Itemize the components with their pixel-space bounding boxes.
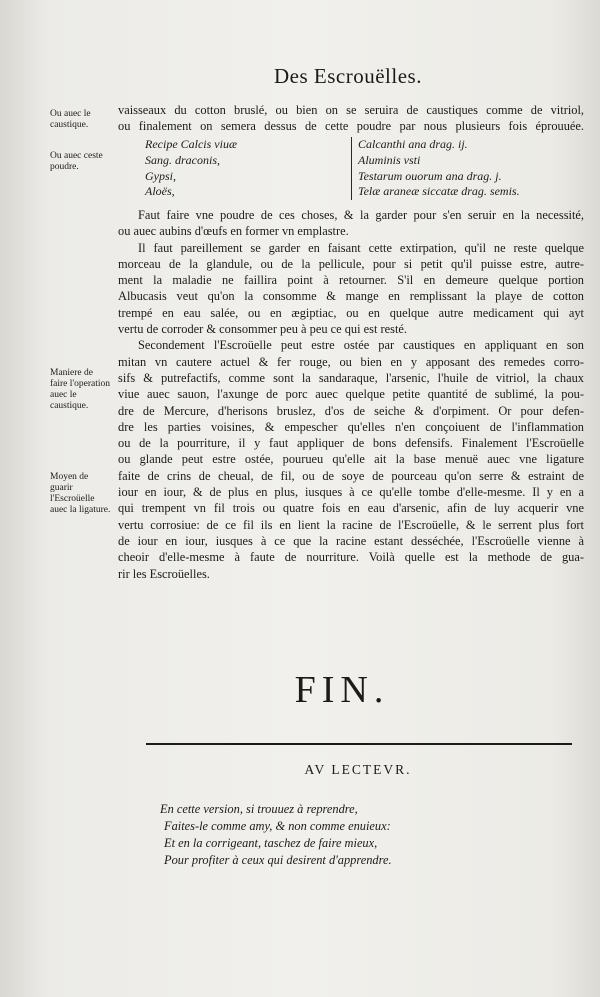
margin-note-caustique: Ou auec le caustique. [50, 109, 91, 130]
recipe-item: Testarum ouorum ana drag. j. [358, 168, 502, 183]
recipe-item: Calcanthi ana drag. ij. [358, 137, 468, 151]
poem-line: Et en la corrigeant, taschez de faire mieux, [164, 836, 378, 850]
recipe-item: Gypsi, [145, 168, 176, 183]
margin-note-operation: Maniere de faire l'operation auec le caustique. [50, 368, 111, 411]
text-line: dre de Mercure, d'herisons bruslez, d'os de seiche & d'orpiment. Or pour defen- [118, 403, 584, 418]
poem-line: En cette version, si trouuez à reprendre, [160, 802, 358, 816]
page-title: Des Escrouëlles. [274, 64, 422, 88]
text-line: vaisseaux du cotton bruslé, ou bien on se seruira de caustiques comme de vitriol, [118, 103, 584, 117]
text-line: vertu de corroder & consommer peu à peu ce qui est resté. [118, 322, 408, 337]
running-header [0, 64, 600, 89]
recipe-item: Aloës, [145, 184, 175, 199]
poem-block [160, 801, 580, 869]
recipe-left-column [145, 137, 345, 200]
recipe-right-column [351, 137, 568, 200]
recipe-item: Sang. draconis, [145, 152, 220, 167]
poem-line: Pour profiter à ceux qui desirent d'apprendre. [164, 853, 392, 867]
text-line: ou auec aubins d'œufs en former vn emplastre. [118, 224, 349, 239]
text-line: ou finalement on semera dessus de cette poudre par nous plusieurs fois éprouuée. [118, 119, 584, 134]
intro-text [118, 102, 584, 135]
text-line: mitan vn cautere actuel & fer rouge, ou bien en y apposant des remedes corro- [118, 354, 584, 369]
divider-rule [146, 743, 572, 745]
recipe-item: Aluminis vsti [358, 152, 421, 167]
margin-note-poudre: Ou auec ceste poudre. [50, 151, 103, 172]
text-line: rir les Escroüelles. [118, 566, 210, 581]
text-line: iour en iour, & de plus en plus, iusques à ce qu'elle tombe d'elle-mesme. Il y en a [118, 485, 584, 500]
recipe-item: Recipe Calcis viuæ [145, 137, 237, 151]
text-line: vertu corrosiue: de ce fil ils en lient la racine de l'Escroüelle, & le serrent plus fort [118, 517, 584, 532]
text-line: Albucasis veut qu'on la consomme & mange en remplissant la playe de cotton [118, 289, 584, 304]
fin-heading: FIN. [294, 669, 390, 711]
text-line: ou glande peut estre ostée, pourueu qu'elle ait la base menuë auec vne ligature [118, 452, 584, 467]
text-line: sifs & putrefactifs, comme sont la sandaraque, l'arsenic, l'huile de vitriol, la chaux [118, 370, 584, 385]
text-line: dre les parties voisines, & empescher qu'elles n'en conçoiuent de l'inflammation [118, 419, 584, 434]
margin-note-ligature: Moyen de guarir l'Escroüelle auec la ligature. [50, 472, 111, 515]
text-line: ment la maladie ne faillira point à retourner. S'il en demeure quelque portion [118, 273, 584, 288]
text-line: Il faut pareillement se garder en faisant cette extirpation, qu'il ne reste quelque [138, 240, 584, 255]
text-line: faite de crins de cheual, de fil, ou de soye de pourceau qu'on serre & estraint de [118, 468, 584, 483]
main-text [118, 207, 584, 582]
poem-line: Faites-le comme amy, & non comme enuieux: [164, 819, 391, 833]
text-line: Secondement l'Escroüelle peut estre ostée par caustiques en appliquant en son [138, 338, 584, 353]
text-line: ou de la pourriture, il y faut appliquer de bons defensifs. Finalement l'Escroüelle [118, 436, 584, 451]
text-line: morceau de la glandule, ou de la pellicule, pour si petit qu'il puisse estre, autre- [118, 256, 584, 271]
text-line: viue auec sauon, l'axunge de porc auec quelque petite quantité de sublimé, la pou- [118, 387, 584, 402]
text-line: cheoir d'elle-mesme à faute de nourriture. Voilà quelle est la methode de gua- [118, 550, 584, 565]
text-line: Faut faire vne poudre de ces choses, & la garder pour s'en seruir en la necessité, [138, 208, 584, 222]
text-line: qui trempent vn fil trois ou quatre fois en eau d'arsenic, afin de luy acquerir vne [118, 501, 584, 516]
text-line: trempé en eau salée, ou en ægiptiac, ou en quelque autre medicament qui ayt [118, 305, 584, 320]
recipe-item: Telæ araneæ siccatæ drag. semis. [358, 184, 520, 199]
au-lecteur-heading: AV LECTEVR. [304, 762, 412, 777]
text-line: de iour en iour, iusques à ce que la racine estant desséchée, l'Escroüelle vienne à [118, 533, 584, 548]
